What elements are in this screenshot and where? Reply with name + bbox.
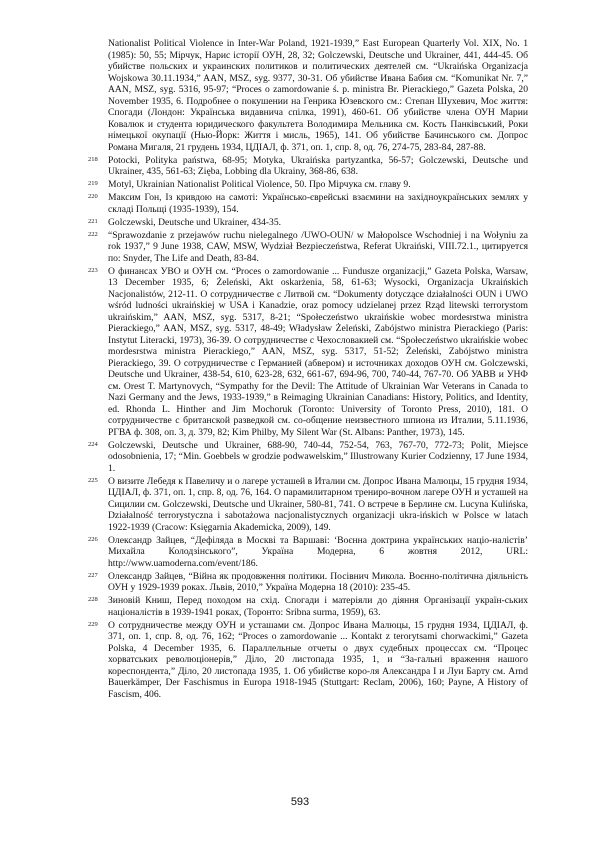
footnote-221 [88,217,528,229]
footnote-number: 229 [88,620,98,628]
footnote-number: 224 [88,440,98,448]
footnotes-block [88,38,528,702]
page-number: 593 [290,796,310,808]
footnote-number: 218 [88,155,98,163]
footnote-224 [88,440,528,475]
footnote-text: “Sprawozdanie z przejawów ruchu nielegalnego /UWO-OUN/ w Małopolsce Wschodniej i na Wołyniu za rok 1937,” 9 June 1938, CAW, MSW, Wydział Bezpieczeństwa, Referat Ukraiński, VIII.72.1., цитируется по: Snyder, The Life and Death, 83-84. [108,229,528,264]
footnote-text: Potocki, Polityka państwa, 68-95; Motyka, Ukraińska partyzantka, 56-57; Golczewski, Deutsche und Ukrainer, 435, 561-63; Zięba, Lobbing dla Ukrainy, 368-86, 638. [108,154,528,177]
footnote-number: 225 [88,476,98,484]
footnote-number: 228 [88,596,98,603]
footnote-text: О финансах УВО и ОУН см. “Proces o zamordowanie ... Fundusze organizacji,” Gazeta Polska, Warsaw, 13 December 1935, 6; Żeleński, Akt oskarżenia, 58, 61-63; Wysocki, Organizacja Ukraińskich Nacjonalistów, 212-11. О сотрудничестве с Литвой см. “Dokumenty dotyczące działalności OUN i UWO wśród ludności ukraińskiej w USA i Kanadzie, oraz pomocy udzielanej przez Rząd litewski terrorystom ukraińskim,” AAN, MSZ, syg. 5317, 8-21; “Społeczeństwo ukraińskie wobec mordesrstwa ministra Pierackiego,” AAN, MSZ, syg. 5317, 48-49; Władysław Żeleński, Zabójstwo ministra Pierackiego (Paris: Instytut Literacki, 1973), 36-39. О сотрудничестве с Чехословакией см. “Społeczeństwo ukraińskie wobec mordesrstwa ministra Pierackiego,” AAN, MSZ, syg. 5317, 51-52; Żeleński, Zabójstwo ministra Pierackiego, 39. О сотрудничестве с Германией (абвером) и источниках доходов ОУН см. Golczewski, Deutsche und Ukrainer, 438-54, 610, 623-28, 632, 661-67, 694-96, 700, 740-44, 767-70. Об УАВВ и УНФ см. Orest T. Martynovych, “Sympathy for the Devil: The Attitude of Ukrainian War Veterans in Canada to Nazi Germany and the Jews, 1933-1939,” в Reimaging Ukrainian Canadians: History, Politics, and Identity, ed. Rhonda L. Hinther and Jim Mochoruk (Toronto: University of Toronto Press, 2010), 181. О сотрудничестве с британской разведкой см. со-общение неизвестного шпиона из Италии, 5.11.1936, РГВА ф. 308, оп. 3, д. 379, 82; Kim Philby, My Silent War (St. Albans: Panther, 1973), 145. [108,265,528,438]
footnote-number: 220 [88,193,98,200]
footnote-228 [88,595,528,618]
footnote-number: 222 [88,230,98,238]
footnote-text: О сотрудничестве между ОУН и усташами см. Допрос Ивана Малюцы, 15 грудня 1934, ЦДІАЛ, ф. 371, оп. 1, спр. 8, од. 76, 162; “Proces o zamordowanie ... Kontakt z terorytsami chorwackimi,” Gazeta Polska, 4 December 1935, 6. Параллельные отчеты о двух судебных процессах см. “Процес хорватських революціонерів,” Діло, 20 листопада 1935, 1, и “За-гальні враження нашого кореспондента,” Діло, 20 листопада 1935, 1. Об убийстве коро-ля Александра I и Луи Барту см. Arnd Bauerkämper, Der Faschismus in Europa 1918-1945 (Stuttgart: Reclam, 2006), 160; Payne, A History of Fascism, 406. [108,619,528,700]
footnote-text: Максим Гон, Із кривдою на самоті: Українсько-єврейські взаємини на західноукраїнських землях у складі Польщі (1935-1939), 154. [108,192,528,215]
footnote-number: 223 [88,266,98,274]
footnote-number: 226 [88,535,98,543]
footnote-text: Зиновій Книш, Перед походом на схід. Спогади і матеріяли до діяння Організації україн-ських націоналістів в 1939-1941 роках, (Торонто: Sribna surma, 1959), 63. [108,595,528,618]
footnote-text: Олександр Зайцев, “Війна як продовження політики. Посівнич Микола. Воєнно-політична діяльність ОУН у 1929-1939 роках. Львів, 2010,” Україна Модерна 18 (2010): 235-45. [108,570,528,593]
footnote-227 [88,571,528,594]
footnote-220 [88,192,528,215]
footnote-226 [88,535,528,570]
footnote-219 [88,179,528,191]
footnote-218 [88,155,528,178]
footnote-text: Олександр Зайцев, “Дефіляда в Москві та Варшаві: ‘Воєнна доктрина українських націо-налістів’ Михайла Колодзінського”, Україна Модерна, 6 жовтня 2012, URL: http://www.uamoderna.com/event/186. [108,534,528,569]
footnote-continued [88,38,528,153]
footnote-text: Golczewski, Deutsche und Ukrainer, 688-90, 740-44, 752-54, 763, 767-70, 772-73; Polit, Miejsce odosobnienia, 17; “Min. Goebbels w grodzie podwawelskim,” Illustrowany Kurier Codzienny, 17 June 1934, 1. [108,439,528,474]
footnote-229 [88,620,528,701]
footnote-222 [88,230,528,265]
footnote-text: Golczewski, Deutsche und Ukrainer, 434-35. [108,216,282,228]
footnote-text: О визите Лебедя к Павеличу и о лагере усташей в Италии см. Допрос Ивана Малюцы, 15 грудня 1934, ЦДІАЛ, ф. 371, оп. 1, спр. 8, од. 76, 164. О парамилитарном трениро-вочном лагере ОУН и усташей на Сицилии см. Golczewski, Deutsche und Ukrainer, 580-81, 741. О встрече в Берлине см. Lucyna Kulińska, Działalność terrorystyczna i sabotażowa nacjonalistycznych organizacji ukra-ińskich w Polsce w latach 1922-1939 (Cracow: Księgarnia Akademicka, 2009), 149. [108,475,528,533]
footnote-225 [88,476,528,534]
footnote-text: Motyl, Ukrainian Nationalist Political Violence, 50. Про Мірчука см. главу 9. [108,179,411,190]
footnote-223 [88,266,528,439]
footnote-number: 219 [88,180,98,187]
footnote-number: 221 [88,217,98,225]
footnote-text: Nationalist Political Violence in Inter-War Poland, 1921-1939,” East European Quarterly Vol. XIX, No. 1 (1985): 50, 55; Мірчук, Нарис історії ОУН, 28, 32; Golczewski, Deutsche und Ukrainer, 441, 444-45. Об убийстве польских и украинских политиков и политических деятелей см. “Ukraińska Organizacja Wojskowa 30.11.1934,” AAN, MSZ, syg. 9377, 30-31. Об убийстве Ивана Бабия см. “Komunikat Nr. 7,” AAN, MSZ, syg. 5316, 95-97; “Proces o zamordowanie ś. p. ministra Br. Pierackiego,” Gazeta Polska, 20 November 1935, 6. Подробнее о покушении на Генрика Юзевского см.: Степан Шухевич, Моє життя: Спогади (Лондон: Українська видавнича спілка, 1991), 460-61. Об убийстве члена ОУН Марии Ковалюк и студента юридического факультета Володимира Мельника см. Кость Панківський, Роки німецької окупації (Нью-Йорк: Життя і мисль, 1965), 141. Об убийстве Бачинського см. Допрос Романа Мигаля, 21 грудень 1934, ЦДІАЛ, ф. 371, оп. 1, спр. 8, од. 76, 274-75, 283-84, 287-88. [108,38,528,153]
footnote-number: 227 [88,571,98,579]
